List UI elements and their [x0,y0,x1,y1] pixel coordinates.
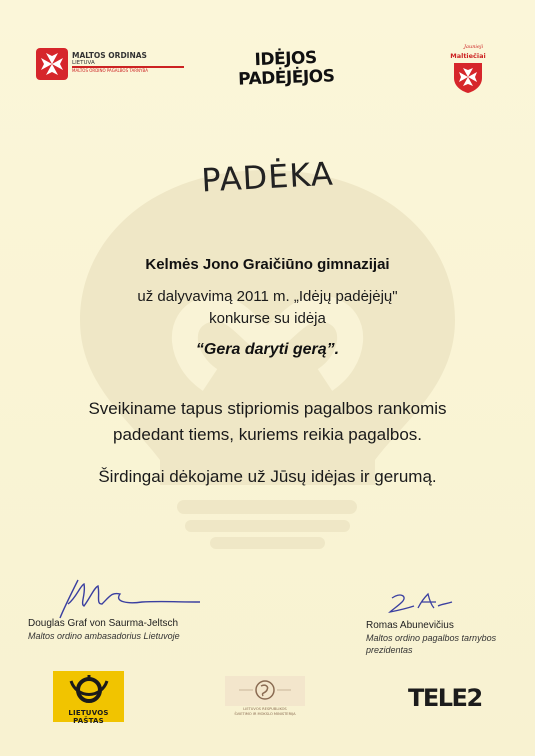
contest-line: konkurse su idėja [209,310,326,327]
ministry-text [225,707,305,716]
post-logo-text: LIETUVOS PAŠTAS [68,709,109,725]
ministry-line2: ŠVIETIMO IR MOKSLO MINISTERIJA [234,711,296,716]
brand-line2: PADĖJĖJOS [237,66,335,90]
signatory-name-right: Romas Abunevičius [366,620,454,631]
maltos-ordinas-logo [36,48,166,80]
idea-title: “Gera daryti gerą”. [195,341,340,358]
brand-line1: IDĖJOS [254,47,318,71]
logo-line1: MALTOS ORDINAS [72,51,147,60]
logo-maltieciai: Maltiečiai [450,52,486,60]
post-horn-icon [67,675,111,707]
jaunieji-maltieciai-logo [450,44,486,94]
ministry-line1: LIETUVOS RESPUBLIKOS [243,707,287,711]
logo-jaunieji: Jaunieji [464,44,484,50]
ministry-emblem-icon [225,676,305,706]
logo-line3: MALTOS ORDINO PAGALBOS TARNYBA [72,66,184,73]
lietuvos-pastas-logo [53,671,124,725]
idejos-padejejos-logo [235,48,336,89]
ministry-logo [225,676,305,718]
maltese-shield-icon [451,60,485,94]
thanks-line: Širdingai dėkojame už Jūsų idėjas ir gerumą. [98,467,437,486]
congrats-line1: Sveikiname tapus stipriomis pagalbos rankomis [88,399,447,418]
signatory-name-left: Douglas Graf von Saurma-Jeltsch [28,618,179,629]
handwritten-signature-left [50,574,210,622]
recipient-name: Kelmės Jono Graičiūno gimnazijai [145,256,390,273]
logo-line2: LIETUVA [72,60,95,66]
lightbulb-watermark-icon [60,170,475,555]
signatory-role-right-line2: prezidentas [366,645,413,655]
maltese-cross-icon [36,48,68,80]
certificate-title: PADĖKA [200,154,335,200]
signatory-role-left: Maltos ordino ambasadorius Lietuvoje [28,631,180,641]
tele2-logo: TELE2 [408,684,482,712]
congrats-line2: padedant tiems, kuriems reikia pagalbos. [113,425,422,444]
handwritten-signature-right [386,590,456,616]
participation-line: už dalyvavimą 2011 m. „Idėjų padėjėjų" [137,288,398,305]
signatory-role-right-line1: Maltos ordino pagalbos tarnybos [366,633,497,643]
